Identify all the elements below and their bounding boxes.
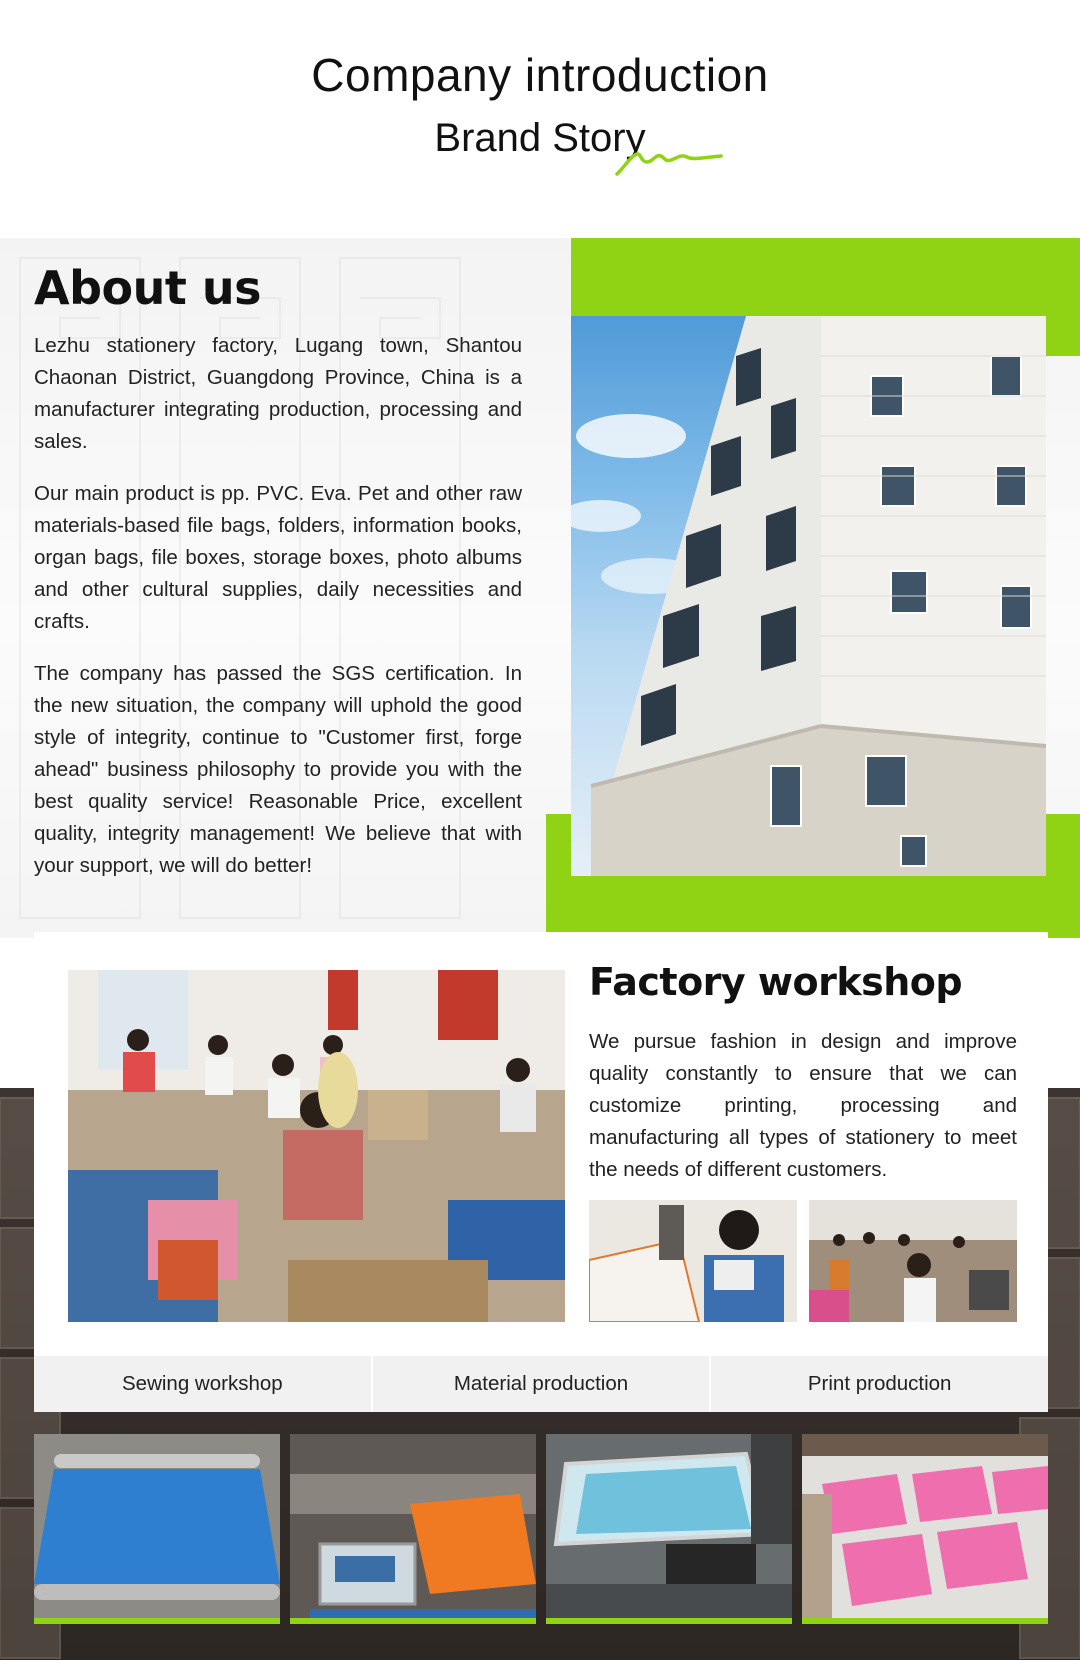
blue-material-roll-photo — [34, 1434, 280, 1624]
green-accent-bar — [290, 1618, 536, 1624]
green-accent-bar — [34, 1618, 280, 1624]
about-paragraph: Lezhu stationery factory, Lugang town, Shantou Chaonan District, Guangdong Province, China is a manufacturer integrating production, processing and sales. — [34, 334, 522, 453]
squiggle-decoration — [615, 142, 723, 178]
page-title: Company introduction — [311, 49, 769, 101]
green-accent-bar — [802, 1618, 1048, 1624]
about-section — [0, 238, 1080, 938]
sewing-room-photo — [809, 1200, 1017, 1322]
workshop-labels — [34, 1356, 1048, 1412]
factory-description: We pursue fashion in design and improve quality constantly to ensure that we can customize printing, processing and manufacturing all types of stationery to meet the needs of different customers. — [589, 1030, 1017, 1181]
orange-bag-machine-photo — [290, 1434, 536, 1624]
about-paragraph: Our main product is pp. PVC. Eva. Pet and other raw materials-based file bags, folders, information books, organ bags, file boxes, storage boxes, photo albums and other cultural supplies, daily necessities and crafts. — [34, 482, 522, 633]
label-print-production: Print production — [807, 1372, 952, 1395]
worker-sewing-photo — [589, 1200, 797, 1322]
label-sewing-workshop: Sewing workshop — [34, 1356, 373, 1412]
label-material-production: Material production — [373, 1356, 712, 1412]
pink-print-sheets-photo — [802, 1434, 1048, 1624]
factory-workshop-card — [34, 932, 1048, 1412]
green-accent-bar — [546, 1618, 792, 1624]
factory-workshop-title: Factory workshop — [589, 960, 963, 1004]
workshop-workers-photo — [68, 970, 565, 1322]
factory-building-photo — [571, 316, 1046, 876]
header — [0, 0, 1080, 238]
about-paragraph: The company has passed the SGS certification. In the new situation, the company will uphold the good style of integrity, continue to "Customer first, forge ahead" business philosophy to provide you with the best quality service! Reasonable Price, excellent quality, integrity management! We believe that with your support, we will do better! — [34, 662, 522, 877]
about-title: About us — [34, 261, 262, 315]
screen-print-frame-photo — [546, 1434, 792, 1624]
brand-story-subtitle: Brand Story — [434, 116, 646, 160]
